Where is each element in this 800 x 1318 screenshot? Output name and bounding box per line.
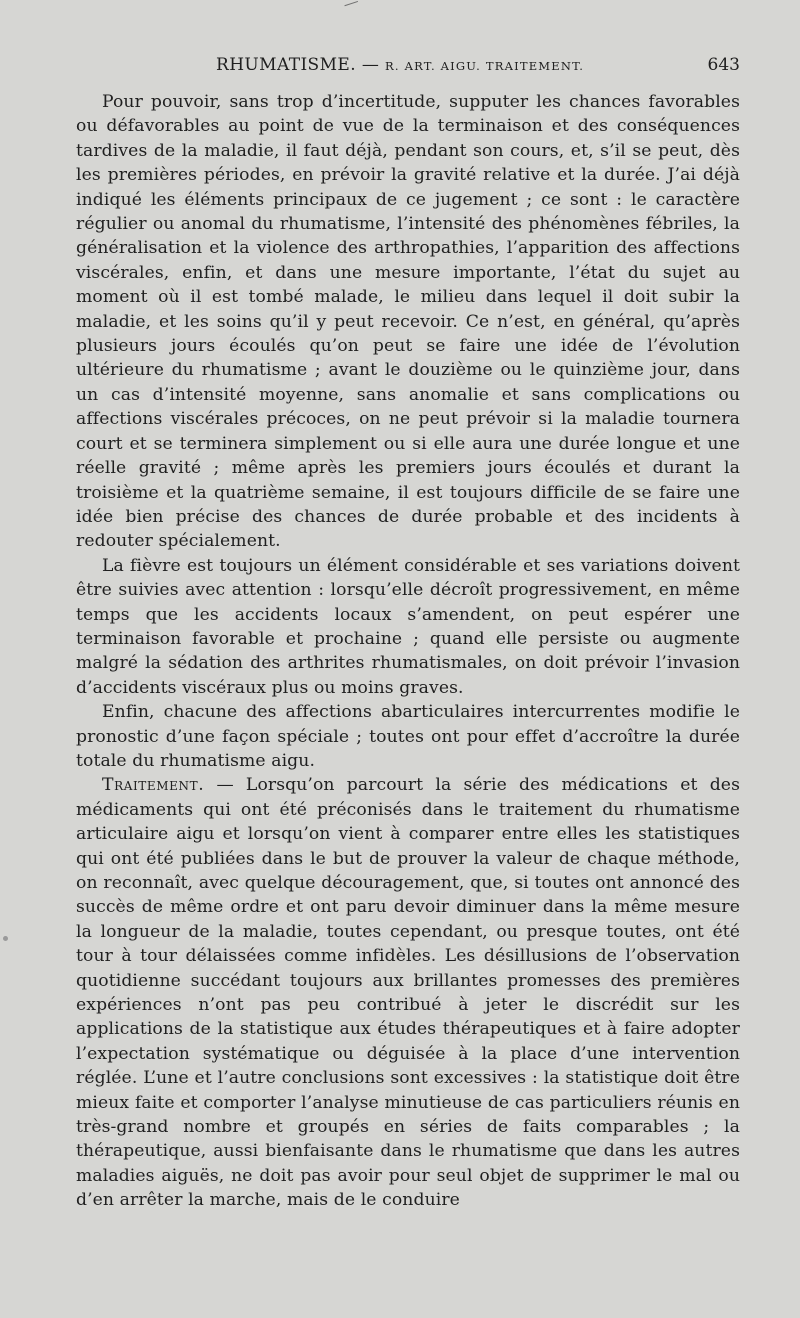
- header-title: [216, 55, 584, 75]
- section-heading-treatment: Traitement.: [102, 775, 205, 796]
- running-header: [76, 55, 740, 85]
- paragraph-fever: La fièvre est toujours un élément considérable et ses variations doivent être suivies avec attention : lorsqu’elle décroît progressivement, en même temps que les accidents locaux s’amendent, on peut espérer une terminaison favorable et prochaine ; quand elle persiste ou augmente malgré la sédation des arthrites rhumatismales, on doit prévoir l’invasion d’accidents viscéraux plus ou moins graves.: [76, 555, 740, 698]
- paragraph-treatment: [76, 773, 740, 1212]
- header-subtitle: R. ART. AIGU. TRAITEMENT.: [385, 59, 585, 73]
- header-title-main: RHUMATISME. —: [216, 55, 386, 75]
- paragraph-prognosis: Pour pouvoir, sans trop d’incertitude, supputer les chances favorables ou défavorables au point de vue de la terminaison et des conséquences tardives de la maladie, il faut déjà, pendant son cours, et, s’il se peut, dès les premières périodes, en prévoir la gravité relative et la durée. J’ai déjà indiqué les éléments principaux de ce jugement ; ce sont : le caractère régulier ou anomal du rhumatisme, l’intensité des phénomènes fébriles, la généralisation et la violence des arthropathies, l’apparition des affections viscérales, enfin, et dans une mesure importante, l’état du sujet au moment où il est tombé malade, le milieu dans lequel il doit subir la maladie, et les soins qu’il y peut recevoir. Ce n’est, en général, qu’après plusieurs jours écoulés qu’on peut se faire une idée de l’évolution ultérieure du rhumatisme ; avant le douzième ou le quinzième jour, dans un cas d’intensité moyenne, sans anomalie et sans complications ou affections viscérales précoces, on ne peut prévoir si la maladie tournera court et se terminera simplement ou si elle aura une durée longue et une réelle gravité ; même après les premiers jours écoulés et durant la troisième et la quatrième semaine, il est toujours difficile de se faire une idée bien précise des chances de durée probable et des incidents à redouter spécialement.: [76, 92, 740, 552]
- paragraph-treatment-text: — Lorsqu’on parcourt la série des médications et des médicaments qui ont été préconisés dans le traitement du rhumatisme articulaire aigu et lorsqu’on vient à comparer entre elles les statistiques qui ont été publiées dans le but de prouver la valeur de chaque méthode, on reconnaît, avec quelque découragement, que, si toutes ont annoncé des succès de même ordre et ont paru devoir diminuer dans la même mesure la longueur de la maladie, toutes cependant, ou presque toutes, ont été tour à tour délaissées comme infidèles. Les désillusions de l’observation quotidienne succédant toujours aux brillantes promesses des premières expériences n’ont pas peu contribué à jeter le discrédit sur les applications de la statistique aux études thérapeutiques et à faire adopter l’expectation systématique ou déguisée à la place d’une intervention réglée. L’une et l’autre conclusions sont excessives : la statistique doit être mieux faite et comporter l’analyse minutieuse de cas particuliers réunis en très-grand nombre et groupés en séries de faits comparables ; la thérapeutique, aussi bienfaisante dans le rhumatisme que dans les autres maladies aiguës, ne doit pas avoir pour seul objet de supprimer le mal ou d’en arrêter la marche, mais de le conduire: [76, 775, 740, 1211]
- margin-spot: [3, 936, 8, 941]
- paragraph-abarticular: Enfin, chacune des affections abarticulaires intercurrentes modifie le pronostic d’une façon spéciale ; toutes ont pour effet d’accroître la durée totale du rhumatisme aigu.: [76, 702, 740, 771]
- page-number: 643: [707, 55, 740, 75]
- body-text: [76, 90, 740, 1213]
- ink-mark: [344, 1, 359, 11]
